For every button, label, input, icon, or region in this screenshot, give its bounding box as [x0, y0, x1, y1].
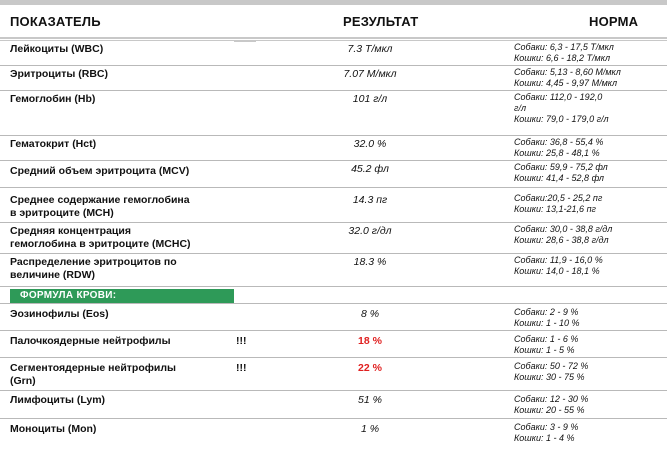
row-result: 32.0 г/дл	[348, 225, 392, 237]
table-row	[0, 304, 667, 331]
header-result: РЕЗУЛЬТАТ	[343, 14, 419, 29]
row-result: 101 г/л	[352, 93, 388, 105]
table-row	[0, 254, 667, 287]
table-row	[0, 391, 667, 419]
row-name: Палочкоядерные нейтрофилы	[10, 335, 171, 347]
table-row	[0, 41, 667, 66]
abnormal-flag: !!!	[236, 362, 247, 374]
row-name: Средняя концентрация гемоглобина в эритроците (MCHC)	[10, 225, 191, 250]
row-result: 14.3 пг	[352, 194, 388, 206]
table-row	[0, 161, 667, 188]
top-rule	[0, 0, 667, 5]
row-name: Сегментоядерные нейтрофилы (Grn)	[10, 362, 177, 387]
row-name: Гематокрит (Hct)	[10, 138, 97, 150]
row-name: Эозинофилы (Eos)	[10, 308, 109, 320]
table-row	[0, 331, 667, 358]
formula-section-header	[10, 289, 234, 303]
table-row	[0, 136, 667, 161]
row-result: 51 %	[358, 394, 382, 406]
row-norm: Собаки: 30,0 - 38,8 г/дл Кошки: 28,6 - 38,8 г/дл	[514, 224, 613, 245]
table-row	[0, 66, 667, 91]
header-norm: НОРМА	[589, 14, 639, 29]
row-result: 1 %	[360, 423, 380, 435]
row-norm: Собаки: 5,13 - 8,60 М/мкл Кошки: 4,45 - 9,97 М/мкл	[514, 67, 621, 88]
row-name: Распределение эритроцитов по величине (RDW)	[10, 256, 177, 281]
table-row	[0, 192, 667, 223]
row-norm: Собаки: 112,0 - 192,0 г/л Кошки: 79,0 - 179,0 г/л	[514, 92, 609, 124]
header-indicator: ПОКАЗАТЕЛЬ	[10, 14, 101, 29]
row-norm: Собаки: 11,9 - 16,0 % Кошки: 14,0 - 18,1 %	[514, 255, 603, 276]
row-result: 18.3 %	[353, 256, 387, 268]
row-result: 8 %	[360, 308, 380, 320]
row-result: 7.3 Т/мкл	[347, 43, 393, 55]
row-norm: Собаки: 6,3 - 17,5 Т/мкл Кошки: 6,6 - 18,2 Т/мкл	[514, 42, 614, 63]
table-row	[0, 91, 667, 136]
row-name: Гемоглобин (Hb)	[10, 93, 96, 105]
header-rule	[0, 37, 667, 39]
row-result: 45.2 фл	[351, 163, 389, 175]
row-norm: Собаки: 36,8 - 55,4 % Кошки: 25,8 - 48,1 %	[514, 137, 604, 158]
table-header	[0, 10, 667, 36]
table-row	[0, 419, 667, 446]
row-name: Лимфоциты (Lym)	[10, 394, 106, 406]
row-norm: Собаки:20,5 - 25,2 пг Кошки: 13,1-21,6 пг	[514, 193, 603, 214]
row-name: Моноциты (Mon)	[10, 423, 97, 435]
row-norm: Собаки: 59,9 - 75,2 фл Кошки: 41,4 - 52,8 фл	[514, 162, 608, 183]
row-norm: Собаки: 3 - 9 % Кошки: 1 - 4 %	[514, 422, 579, 443]
row-name: Среднее содержание гемоглобина в эритроците (MCH)	[10, 194, 190, 219]
row-result: 32.0 %	[353, 138, 387, 150]
row-result-abnormal: 22 %	[358, 362, 382, 374]
row-name: Средний объем эритроцита (MCV)	[10, 165, 190, 177]
row-name: Эритроциты (RBC)	[10, 68, 108, 80]
section-title: ФОРМУЛА КРОВИ:	[20, 290, 117, 301]
row-name: Лейкоциты (WBC)	[10, 43, 104, 55]
row-norm: Собаки: 1 - 6 % Кошки: 1 - 5 %	[514, 334, 579, 355]
table-row	[0, 358, 667, 391]
row-norm: Собаки: 12 - 30 % Кошки: 20 - 55 %	[514, 394, 589, 415]
table-row	[0, 223, 667, 254]
row-norm: Собаки: 2 - 9 % Кошки: 1 - 10 %	[514, 307, 580, 328]
row-norm: Собаки: 50 - 72 % Кошки: 30 - 75 %	[514, 361, 589, 382]
abnormal-flag: !!!	[236, 335, 247, 347]
row-result: 7.07 М/мкл	[343, 68, 397, 80]
row-result-abnormal: 18 %	[358, 335, 382, 347]
